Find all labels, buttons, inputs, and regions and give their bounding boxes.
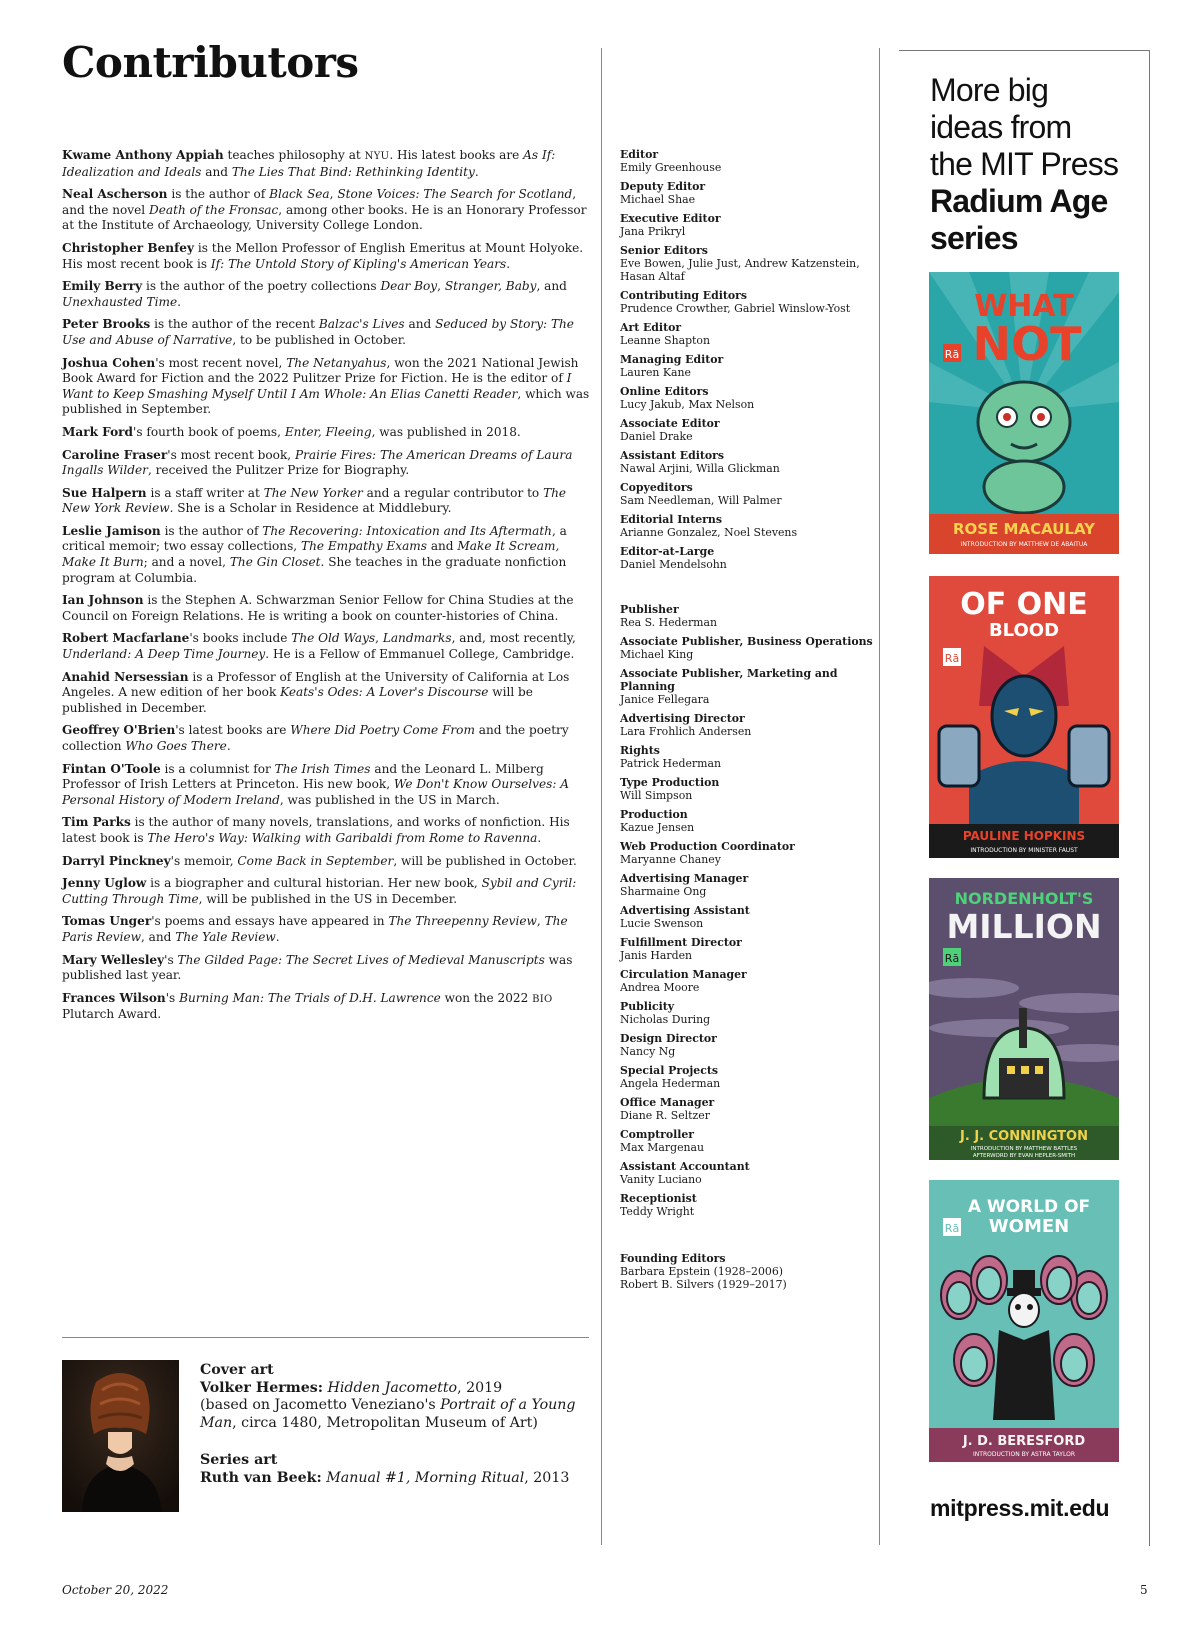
section-divider	[62, 1337, 589, 1338]
radium-badge: Rā	[944, 652, 960, 665]
contributor-name: Sue Halpern	[62, 485, 147, 500]
contributor-name: Kwame Anthony Appiah	[62, 148, 224, 162]
work-title: The Old Ways	[291, 631, 376, 646]
masthead-item	[620, 321, 880, 347]
masthead-names: Nicholas During	[620, 1013, 711, 1026]
masthead-role: Executive Editor	[620, 212, 721, 225]
masthead-item	[620, 1128, 880, 1154]
masthead-names: Sam Needleman, Will Palmer	[620, 494, 782, 507]
work-title: Sybil and Cyril: Cutting Through Time	[62, 876, 577, 906]
bio-text: ,	[437, 279, 445, 294]
masthead-item	[620, 353, 880, 379]
cover-title-a: OF ONE	[960, 587, 1088, 622]
contributor-name: Mark Ford	[62, 424, 134, 439]
cover-author: ROSE MACAULAY	[952, 520, 1096, 538]
contributor-name: Neal Ascherson	[62, 187, 168, 202]
masthead-role: Senior Editors	[620, 244, 708, 257]
cover-intro: INTRODUCTION BY ASTRA TAYLOR	[973, 1451, 1075, 1458]
masthead-item	[620, 212, 880, 238]
masthead-names: Kazue Jensen	[620, 821, 695, 834]
masthead-role: Contributing Editors	[620, 289, 747, 302]
masthead-names: Prudence Crowther, Gabriel Winslow-Yost	[620, 302, 851, 315]
masthead-role: Founding Editors	[620, 1252, 726, 1265]
bio-text: ,	[329, 187, 338, 202]
bio-text: .	[177, 294, 181, 309]
ad-headline-line: ideas from	[930, 109, 1072, 145]
masthead-item	[620, 417, 880, 443]
bio-text: is the author of	[160, 523, 263, 538]
masthead-role: Receptionist	[620, 1192, 697, 1205]
work-title: The New Yorker	[263, 485, 363, 500]
masthead-names: Sharmaine Ong	[620, 885, 707, 898]
masthead-founding	[620, 1252, 880, 1291]
contributor-name: Peter Brooks	[62, 317, 151, 332]
masthead-item	[620, 872, 880, 898]
cover-title-b: NOT	[972, 317, 1082, 371]
contributor-entry	[62, 279, 592, 310]
masthead-role: Type Production	[620, 776, 720, 789]
masthead-role: Advertising Manager	[620, 872, 749, 885]
contributor-entry	[62, 914, 592, 945]
work-title: Seduced by Story: The Use and Abuse of Narrative	[62, 317, 574, 347]
masthead-role: Managing Editor	[620, 353, 724, 366]
masthead-names: Rea S. Hederman	[620, 616, 717, 629]
masthead-editorial	[620, 148, 880, 571]
bio-text: is the Stephen A. Schwarzman Senior Fellow for China Studies at the Council on Foreign Relations. He is writing a book on counter-histories of China.	[62, 593, 574, 623]
bio-text: .	[506, 256, 511, 271]
work-title: The Empathy Exams	[301, 539, 427, 554]
cover-title: Hidden Jacometto	[327, 1379, 458, 1396]
bio-text: , to be published in October.	[232, 332, 407, 347]
abbreviation: NYU	[364, 151, 390, 162]
masthead-item	[620, 744, 880, 770]
masthead-names: Nawal Arjini, Willa Glickman	[620, 462, 780, 475]
contributor-entry	[62, 991, 592, 1023]
contributor-name: Jenny Uglow	[62, 876, 147, 891]
ad-headline-line: the MIT Press	[930, 146, 1119, 182]
bio-text: ; and a novel,	[143, 555, 230, 570]
book-cover-nordenholts-million	[929, 878, 1119, 1160]
contributor-entry	[62, 815, 592, 846]
contributor-entry	[62, 723, 592, 754]
masthead-names: Jana Prikryl	[620, 225, 686, 238]
bio-text: , among other books. He is an Honorary Professor at the Institute of Archaeology, University College London.	[62, 202, 587, 233]
cover-intro: INTRODUCTION BY MATTHEW BATTLES	[970, 1146, 1078, 1152]
bio-text: and	[404, 317, 436, 332]
bio-text: , and the novel	[62, 187, 577, 217]
masthead-item	[620, 667, 880, 706]
masthead-names: Lucie Swenson	[620, 917, 704, 930]
series-artist: Ruth van Beek:	[200, 1469, 322, 1486]
work-title: Stone Voices: The Search for Scotland	[337, 187, 573, 202]
bio-text: .	[226, 739, 231, 753]
ad-series-name: series	[930, 220, 1018, 256]
contributor-entry	[62, 876, 592, 907]
ad-headline	[930, 72, 1140, 257]
contributor-name: Tim Parks	[62, 815, 131, 830]
masthead-role: Assistant Accountant	[620, 1160, 750, 1173]
bio-text: won the 2022	[440, 990, 533, 1005]
bio-text: Plutarch Award.	[62, 1007, 162, 1022]
masthead-role: Design Director	[620, 1032, 717, 1045]
cover-author: PAULINE HOPKINS	[962, 829, 1086, 843]
masthead-item	[620, 180, 880, 206]
masthead-item	[620, 289, 880, 315]
contributor-name: Robert Macfarlane	[62, 631, 190, 646]
work-title: The Netanyahus	[286, 355, 387, 370]
work-title: The Gin Closet	[229, 555, 321, 570]
bio-text: and a regular contributor to	[362, 485, 544, 500]
bio-text: , and, most recently,	[451, 631, 576, 646]
bio-text: 's	[164, 952, 178, 967]
work-title: The Yale Review	[175, 929, 276, 944]
cover-author: J. D. BERESFORD	[962, 1434, 1086, 1449]
cover-intro: INTRODUCTION BY MINISTER FAUST	[970, 847, 1078, 854]
ad-url-link[interactable]: mitpress.mit.edu	[930, 1495, 1110, 1521]
masthead-business	[620, 603, 880, 1218]
cover-art-thumbnail	[62, 1360, 179, 1512]
masthead-role: Assistant Editors	[620, 449, 725, 462]
masthead-role: Editorial Interns	[620, 513, 722, 526]
bio-text: 's memoir,	[170, 853, 238, 868]
bio-text: , was published in 2018.	[371, 424, 521, 439]
work-title: The Lies That Bind: Rethinking Identity	[231, 164, 475, 179]
masthead-role: Copyeditors	[620, 481, 693, 494]
work-title: The New York Review	[62, 485, 567, 516]
masthead-role: Fulfillment Director	[620, 936, 742, 949]
masthead-names: Lucy Jakub, Max Nelson	[620, 398, 755, 411]
cover-artist: Volker Hermes:	[200, 1379, 323, 1396]
radium-badge: Rā	[944, 952, 960, 965]
masthead-item	[620, 1192, 880, 1218]
masthead-names: Michael King	[620, 648, 694, 661]
contributor-entry	[62, 356, 592, 418]
contributor-entry	[62, 241, 592, 272]
cover-title-b: MILLION	[946, 907, 1102, 946]
contributor-name: Mary Wellesley	[62, 952, 165, 967]
masthead-names: Vanity Luciano	[620, 1173, 702, 1186]
book-cover-what-not	[929, 272, 1119, 554]
work-title: Come Back in September	[237, 853, 394, 868]
masthead-role: Web Production Coordinator	[620, 840, 795, 853]
bio-text: is a biographer and cultural historian. Her new book,	[146, 876, 482, 891]
bio-text: 's	[165, 990, 180, 1005]
page-title: Contributors	[62, 38, 359, 87]
masthead-names: Michael Shae	[620, 193, 696, 206]
masthead-item	[620, 904, 880, 930]
masthead-role: Editor	[620, 148, 659, 161]
bio-text: teaches philosophy at	[223, 148, 365, 162]
masthead-item	[620, 635, 880, 661]
bio-text: is the Mellon Professor of English Emeritus at Mount Holyoke. His most recent book is	[62, 240, 584, 271]
masthead-names: Janis Harden	[620, 949, 693, 962]
masthead-names: Lauren Kane	[620, 366, 691, 379]
bio-text: , won the 2021 National Jewish Book Award for Fiction and the 2022 Pulitzer Prize for Fiction. He is the editor of	[62, 355, 579, 386]
masthead-item	[620, 449, 880, 475]
series-title: Manual #1, Morning Ritual	[326, 1469, 525, 1486]
work-title: Balzac's Lives	[318, 317, 405, 332]
series-art-heading: Series art	[200, 1452, 278, 1469]
masthead-names: Janice Fellegara	[620, 693, 710, 706]
masthead-names: Patrick Hederman	[620, 757, 721, 770]
masthead-role: Art Editor	[620, 321, 682, 334]
work-title: Keats's Odes: A Lover's Discourse	[280, 685, 489, 700]
work-title: Underland: A Deep Time Journey	[62, 647, 266, 662]
bio-text: and the poetry collection	[62, 723, 569, 753]
bio-text: 's poems and essays have appeared in	[151, 914, 389, 929]
contributor-entry	[62, 631, 592, 662]
bio-text: .	[474, 164, 479, 179]
masthead-names: Max Margenau	[620, 1141, 705, 1154]
bio-text: , will be published in October.	[393, 853, 577, 868]
series-year: , 2013	[524, 1469, 570, 1486]
masthead-names: Nancy Ng	[620, 1045, 676, 1058]
page-number: 5	[1140, 1583, 1148, 1597]
work-title: The Hero's Way: Walking with Garibaldi from Rome to Ravenna	[147, 830, 538, 845]
contributor-entry	[62, 148, 592, 180]
masthead-role: Advertising Assistant	[620, 904, 750, 917]
work-title: If: The Untold Story of Kipling's American Years	[210, 256, 507, 271]
masthead-names: Angela Hederman	[620, 1077, 721, 1090]
cover-year: , 2019	[457, 1379, 503, 1396]
masthead-role: Circulation Manager	[620, 968, 747, 981]
bio-text: , and	[536, 279, 567, 294]
masthead-item	[620, 968, 880, 994]
work-title: The Irish Times	[274, 761, 371, 776]
ad-series-name: Radium Age	[930, 183, 1108, 219]
bio-text: . She teaches in the graduate nonfiction program at Columbia.	[62, 555, 567, 585]
bio-text: , and	[140, 929, 176, 944]
contributors-list	[62, 148, 592, 1030]
cover-title-b: WOMEN	[988, 1216, 1070, 1237]
work-title: I Want to Keep Smashing Myself Until I Am Whole: An Elias Canetti Reader	[62, 371, 572, 401]
masthead-role: Rights	[620, 744, 660, 757]
cover-art-heading: Cover art	[200, 1362, 274, 1378]
masthead-role: Advertising Director	[620, 712, 745, 725]
bio-text: 's latest books are	[175, 723, 291, 738]
masthead-names: Diane R. Seltzer	[620, 1109, 710, 1122]
contributor-name: Christopher Benfey	[62, 240, 195, 255]
bio-text: ,	[536, 914, 545, 929]
masthead-item	[620, 513, 880, 539]
footer-date: October 20, 2022	[62, 1583, 169, 1597]
bio-text: will be published in December.	[62, 685, 533, 715]
contributor-entry	[62, 670, 592, 717]
contributor-entry	[62, 486, 592, 517]
bio-text: , will be published in the US in December.	[198, 891, 458, 906]
bio-text: is a staff writer at	[146, 485, 264, 500]
bio-text: is a columnist for	[160, 761, 275, 776]
contributor-name: Geoffrey O'Brien	[62, 723, 176, 738]
masthead-role: Production	[620, 808, 688, 821]
masthead-item	[620, 148, 880, 174]
masthead-role: Comptroller	[620, 1128, 695, 1141]
contributor-name: Fintan O'Toole	[62, 761, 161, 776]
cover-basis-post: , circa 1480, Metropolitan Museum of Art)	[232, 1414, 538, 1431]
masthead-item	[620, 545, 880, 571]
masthead-names: Robert B. Silvers (1929–2017)	[620, 1278, 787, 1291]
masthead-names: Eve Bowen, Julie Just, Andrew Katzenstein, Hasan Altaf	[620, 257, 860, 283]
radium-badge: Rā	[944, 1222, 960, 1235]
book-cover-a-world-of-women	[929, 1180, 1119, 1462]
cover-intro: INTRODUCTION BY MATTHEW DE ABAITUA	[960, 541, 1088, 548]
bio-text: . His latest books are	[389, 148, 524, 162]
work-title: Stranger, Baby	[444, 279, 537, 294]
masthead-names: Andrea Moore	[620, 981, 700, 994]
masthead-role: Associate Publisher, Marketing and Planning	[620, 667, 838, 693]
bio-text: ,	[375, 631, 383, 646]
cover-basis-title: Portrait of a Young Man	[200, 1397, 576, 1431]
cover-title-a: NORDENHOLT'S	[954, 889, 1094, 908]
bio-text: is the author of many novels, translations, and works of nonfiction. His latest book is	[62, 815, 570, 845]
masthead-names: Arianne Gonzalez, Noel Stevens	[620, 526, 798, 539]
art-credits	[200, 1362, 600, 1488]
masthead-item	[620, 244, 880, 283]
masthead-role: Publicity	[620, 1000, 675, 1013]
masthead-names: Leanne Shapton	[620, 334, 710, 347]
bio-text: is the author of the recent	[150, 317, 319, 332]
bio-text: is a Professor of English at the University of California at Los Angeles. A new edition of her book	[62, 669, 570, 700]
bio-text: . He is a Fellow of Emmanuel College, Cambridge.	[265, 647, 575, 662]
contributor-entry	[62, 317, 592, 348]
masthead-names: Barbara Epstein (1928–2006)	[620, 1265, 783, 1278]
contributor-entry	[62, 524, 592, 586]
contributor-name: Darryl Pinckney	[62, 853, 171, 868]
contributor-name: Joshua Cohen	[62, 355, 156, 370]
masthead-item	[620, 385, 880, 411]
contributor-name: Ian Johnson	[62, 593, 144, 608]
work-title: Dear Boy	[380, 279, 438, 294]
masthead-role: Deputy Editor	[620, 180, 706, 193]
contributor-name: Leslie Jamison	[62, 523, 161, 538]
work-title: Make It Scream, Make It Burn	[62, 539, 560, 570]
work-title: Unexhausted Time	[62, 294, 178, 309]
work-title: Black Sea	[269, 187, 330, 202]
work-title: Where Did Poetry Come From	[290, 723, 475, 738]
bio-text: and	[201, 164, 232, 179]
masthead-item	[620, 481, 880, 507]
contributor-name: Emily Berry	[62, 279, 143, 294]
masthead-item	[620, 1032, 880, 1058]
cover-title-a: A WORLD OF	[967, 1197, 1091, 1217]
bio-text: , received the Pulitzer Prize for Biography.	[147, 463, 410, 478]
work-title: Enter, Fleeing	[284, 424, 372, 439]
work-title: Landmarks	[382, 631, 452, 646]
masthead-names: Lara Frohlich Andersen	[620, 725, 752, 738]
cover-afterword: AFTERWORD BY EVAN HEPLER-SMITH	[972, 1153, 1076, 1159]
masthead-item	[620, 1160, 880, 1186]
masthead-item	[620, 1064, 880, 1090]
contributor-entry	[62, 953, 592, 984]
masthead-role: Publisher	[620, 603, 679, 616]
bio-text: and	[426, 539, 458, 554]
contributor-entry	[62, 762, 592, 809]
cover-title-b: BLOOD	[988, 620, 1060, 641]
cover-title-a: WHAT	[974, 289, 1074, 324]
masthead-item	[620, 712, 880, 738]
bio-text: and the Leonard L. Milberg Professor of Irish Letters at Princeton. His new book,	[62, 761, 544, 792]
work-title: The Recovering: Intoxication and Its Aftermath	[262, 523, 552, 538]
masthead-role: Special Projects	[620, 1064, 719, 1077]
contributor-entry	[62, 187, 592, 234]
cover-author: J. J. CONNINGTON	[960, 1129, 1088, 1144]
masthead	[620, 148, 880, 1297]
masthead-role: Office Manager	[620, 1096, 715, 1109]
work-title: The Paris Review	[62, 914, 568, 944]
bio-text: 's most recent novel,	[155, 355, 287, 370]
bio-text: 's books include	[189, 631, 292, 646]
cover-basis-pre: (based on Jacometto Veneziano's	[200, 1397, 441, 1414]
masthead-role: Associate Publisher, Business Operations	[620, 635, 873, 648]
masthead-item	[620, 808, 880, 834]
masthead-names: Teddy Wright	[620, 1205, 695, 1218]
masthead-names: Maryanne Chaney	[620, 853, 721, 866]
masthead-names: Daniel Mendelsohn	[620, 558, 727, 571]
bio-text: , was published in the US in March.	[279, 792, 500, 807]
masthead-item	[620, 776, 880, 802]
bio-text: is the author of the poetry collections	[142, 279, 381, 294]
masthead-item	[620, 603, 880, 629]
masthead-role: Associate Editor	[620, 417, 720, 430]
work-title: As If: Idealization and Ideals	[62, 148, 556, 179]
contributor-name: Tomas Unger	[62, 914, 152, 929]
masthead-item	[620, 1000, 880, 1026]
radium-badge: Rā	[944, 348, 960, 361]
work-title: Burning Man: The Trials of D.H. Lawrence	[179, 990, 441, 1005]
bio-text: was published last year.	[62, 952, 573, 983]
contributor-entry	[62, 593, 592, 624]
contributor-entry	[62, 425, 592, 441]
contributor-entry	[62, 854, 592, 870]
bio-text: 's most recent book,	[167, 447, 295, 462]
masthead-item	[620, 1096, 880, 1122]
abbreviation: BIO	[532, 993, 553, 1005]
masthead-names: Emily Greenhouse	[620, 161, 722, 174]
ad-headline-line: More big	[930, 72, 1049, 108]
bio-text: .	[275, 929, 280, 944]
masthead-role: Editor-at-Large	[620, 545, 715, 558]
bio-text: , which was published in September.	[62, 386, 590, 417]
work-title: Who Goes There	[125, 739, 227, 753]
bio-text: is the author of	[167, 187, 270, 202]
masthead-item	[620, 840, 880, 866]
masthead-role: Online Editors	[620, 385, 709, 398]
work-title: The Threepenny Review	[388, 914, 537, 929]
work-title: Prairie Fires: The American Dreams of Laura Ingalls Wilder	[62, 447, 573, 478]
book-cover-of-one-blood	[929, 576, 1119, 858]
bio-text: , a critical memoir; two essay collections,	[62, 523, 567, 554]
masthead-names: Daniel Drake	[620, 430, 693, 443]
column-divider	[601, 48, 602, 1545]
work-title: We Don't Know Ourselves: A Personal History of Modern Ireland	[62, 777, 569, 807]
contributor-entry	[62, 448, 592, 479]
masthead-names: Will Simpson	[620, 789, 693, 802]
bio-text: 's fourth book of poems,	[133, 424, 285, 439]
bio-text: .	[537, 830, 542, 845]
masthead-item	[620, 936, 880, 962]
bio-text: . She is a Scholar in Residence at Middlebury.	[169, 501, 452, 516]
work-title: The Gilded Page: The Secret Lives of Medieval Manuscripts	[177, 952, 545, 967]
work-title: Death of the Fronsac	[149, 202, 279, 217]
contributor-name: Caroline Fraser	[62, 447, 168, 462]
contributor-name: Frances Wilson	[62, 990, 166, 1005]
contributor-name: Anahid Nersessian	[62, 669, 189, 684]
